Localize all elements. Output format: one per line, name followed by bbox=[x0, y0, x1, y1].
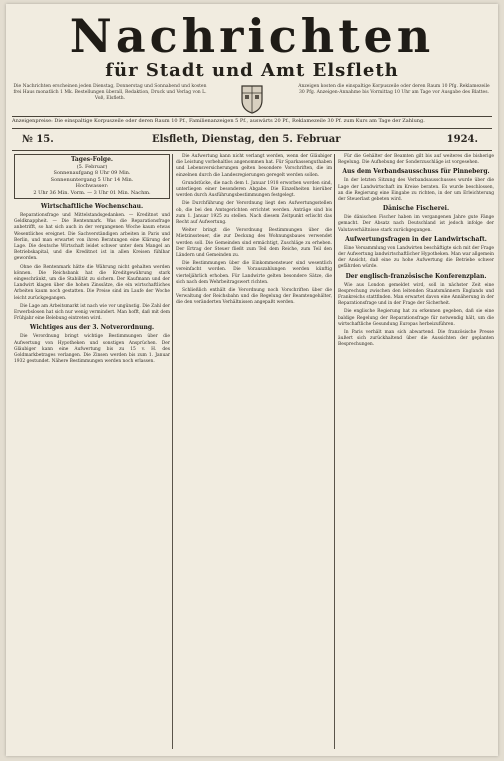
newspaper-page bbox=[6, 4, 498, 756]
column-1 bbox=[14, 154, 170, 367]
column-2 bbox=[176, 154, 332, 309]
article-heading: Aus dem Verbandsausschuss für Pinneberg. bbox=[342, 168, 490, 176]
article-paragraph: Die englische Regierung hat zu erkennen gegeben, daß sie eine baldige Regelung der Reparationsfrage für notwendig hält, um die wirtschaftliche Gesundung Europas herbeizuführen. bbox=[338, 309, 494, 327]
article-paragraph: Die Bestimmungen über die Einkommensteuer sind wesentlich vereinfacht worden. Die Vorauszahlungen werden künftig vierteljährlich erhoben. Für Landwirte gelten besondere Sätze, die sich nach dem Wehrbeitragswert richten. bbox=[176, 261, 332, 285]
article-paragraph: In der letzten Sitzung des Verbandsausschusses wurde über die Lage der Landwirtschaft im Kreise beraten. Es wurde beschlossen, an die Regierung eine Eingabe zu richten, in der um Erleichterung der Steuerlast gebeten wird. bbox=[338, 178, 494, 203]
masthead-left-info: Die Nachrichten erscheinen jeden Dienstag, Donnerstag und Sonnabend und kosten frei Haus monatlich 1 Mk. Bestellungen überall, Redaktion, Druck und Verlag von L. Voß, Elsfleth. bbox=[13, 84, 207, 101]
article-paragraph: Die Durchführung der Verordnung liegt den Aufwertungsstellen ob, die bei den Amtsgerichten errichtet werden. Anträge sind bis zum 1. Januar 1925 zu stellen. Nach diesem Zeitpunkt erlischt das Recht auf Aufwertung. bbox=[176, 201, 332, 226]
tagesfolge-line: 2 Uhr 36 Min. Vorm. — 3 Uhr 01 Min. Nachm. bbox=[33, 189, 151, 196]
column-divider bbox=[334, 154, 335, 749]
tagesfolge-line: Hochwasser: bbox=[75, 183, 109, 189]
article-paragraph: Schließlich enthält die Verordnung noch Vorschriften über die Verwaltung der Reichsbahn und die Regelung der Beamtengehälter, die den veränderten Verhältnissen angepaßt werden. bbox=[176, 288, 332, 306]
article-heading: Wirtschaftliche Wochenschau. bbox=[40, 203, 144, 210]
issue-year: 1924. bbox=[446, 134, 478, 145]
tagesfolge-line: Sonnenuntergang 5 Uhr 14 Min. bbox=[50, 176, 134, 183]
article-paragraph: Die Lage am Arbeitsmarkt ist nach wie vor ungünstig. Die Zahl der Erwerbslosen hat sich nur wenig vermindert. Man hofft, daß mit dem Frühjahr eine Belebung eintreten wird. bbox=[14, 303, 170, 322]
article-heading: Aufwertungsfragen in der Landwirtschaft. bbox=[345, 235, 487, 243]
article-paragraph: Wie aus London gemeldet wird, soll in nächster Zeit eine Besprechung zwischen den leitenden Staatsmännern Englands und Frankreichs stattfinden. Man erwartet davon eine Annäherung in der Reparationsfrage und in der Frage der Sicherheit. bbox=[338, 282, 494, 307]
article-paragraph: Für die Gehälter der Beamten gilt bis auf weiteres die bisherige Regelung. Die Aufhebung der Sonderzuschläge ist vorgesehen. bbox=[338, 154, 494, 166]
article-paragraph: Die Aufwertung kann nicht verlangt werden, wenn der Gläubiger die Leistung vorbehaltlos angenommen hat. Für Sparkassenguthaben und Lebensversicherungen gelten besondere Vorschriften, die im einzelnen durch die Landesregierungen geregelt werden sollen. bbox=[176, 154, 332, 178]
article-heading: Der englisch-französische Konferenzplan. bbox=[345, 272, 487, 280]
issue-date: Elsfleth, Dienstag, den 5. Februar bbox=[152, 134, 341, 145]
ad-price-line: Anzeigenpreise: Die einspaltige Korpuszeile oder deren Raum 10 Pf., Familienanzeigen 5 Pf., auswärts 20 Pf., Reklamezeile 30 Pf. zum Kurs am Tage der Zahlung. bbox=[12, 118, 425, 124]
article-heading: Wichtiges aus der 3. Notverordnung. bbox=[29, 324, 155, 332]
column-3 bbox=[338, 154, 494, 351]
article-paragraph: Weiter bringt die Verordnung Bestimmungen über die Mietzinssteuer, die zur Deckung des Wohnungsbaues verwendet werden soll. Die Gemeinden sind ermächtigt, Zuschläge zu erheben. Der Ertrag der Steuer fließt zum Teil dem Reiche, zum Teil den Ländern und Gemeinden zu. bbox=[176, 228, 332, 259]
article-paragraph: In Paris verhält man sich abwartend. Die französische Presse äußert sich zurückhaltend über die Aussichten der geplanten Besprechungen. bbox=[338, 330, 494, 348]
issue-line bbox=[12, 132, 492, 150]
newspaper-title: Nachrichten bbox=[69, 9, 435, 63]
article-paragraph: Reparationsfrage und Mittelstandsgedanken. — Kreditnot und Geldknappheit. — Die Rentenmark. Was die Reparationsfrage anbetrifft, so hat sich auch in der vergangenen Woche kaum etwas Wesentliches ereignet. Die Sachverständigen arbeiten in Paris und Berlin, und man erwartet von ihren Beratungen eine Klärung der Lage. Die deutsche Wirtschaft leidet schwer unter dem Mangel an Betriebskapital, und die Kreditnot ist in allen Kreisen fühlbar geworden. bbox=[14, 213, 170, 262]
masthead bbox=[6, 4, 498, 116]
newspaper-subtitle: für Stadt und Amt Elsfleth bbox=[105, 60, 399, 81]
tagesfolge-line: Sonnenaufgang 8 Uhr 09 Min. bbox=[53, 170, 131, 176]
tagesfolge-date: (5. Februar) bbox=[76, 163, 108, 170]
issue-number: № 15. bbox=[22, 134, 54, 145]
article-paragraph: Ohne die Rentenmark hätte die Währung nicht gehalten werden können. Die Reichsbank hat die Kreditgewährung stark eingeschränkt, um die Stabilität zu sichern. Der Kaufmann und der Landwirt klagen über die hohen Zinssätze, die ein wirtschaftliches Arbeiten kaum noch gestatten. Die Preise sind im Laufe der Woche leicht zurückgegangen. bbox=[14, 264, 170, 301]
article-paragraph: Die dänischen Fischer haben im vergangenen Jahre gute Fänge gemacht. Der Absatz nach Deutschland ist jedoch infolge der Valutaverhältnisse stark zurückgegangen. bbox=[338, 215, 494, 233]
crest-icon bbox=[220, 84, 284, 114]
column-divider bbox=[172, 154, 173, 749]
article-paragraph: Die Verordnung bringt wichtige Bestimmungen über die Aufwertung von Hypotheken und sonstigen Ansprüchen. Der Gläubiger kann eine Aufwertung bis zu 15 v. H. des Goldmarkbetrages verlangen. Die Zinsen werden bis zum 1. Januar 1932 gestundet. Nähere Bestimmungen werden noch erlassen. bbox=[14, 334, 170, 365]
article-paragraph: Eine Versammlung von Landwirten beschäftigte sich mit der Frage der Aufwertung landwirtschaftlicher Hypotheken. Man war allgemein der Ansicht, daß eine zu hohe Aufwertung die Betriebe schwer gefährden würde. bbox=[338, 245, 494, 270]
tagesfolge-box bbox=[14, 154, 170, 199]
adline-rule bbox=[12, 128, 492, 129]
issue-rule bbox=[12, 150, 492, 151]
article-paragraph: Grundstücke, die nach dem 1. Januar 1918 erworben worden sind, unterliegen einer besonderen Abgabe. Die Einzelheiten hierüber werden durch Ausführungsbestimmungen festgelegt. bbox=[176, 180, 332, 199]
tagesfolge-title: Tages-Folge. bbox=[71, 156, 113, 163]
masthead-right-info: Anzeigen kosten die einspaltige Korpuszeile oder deren Raum 10 Pfg. Reklamezeile 30 Pfg. Anzeigen-Annahme bis Vormittag 10 Uhr am Tage vor Ausgabe des Blattes. bbox=[298, 84, 490, 95]
masthead-rule bbox=[12, 116, 492, 117]
article-heading: Dänische Fischerei. bbox=[382, 205, 450, 213]
